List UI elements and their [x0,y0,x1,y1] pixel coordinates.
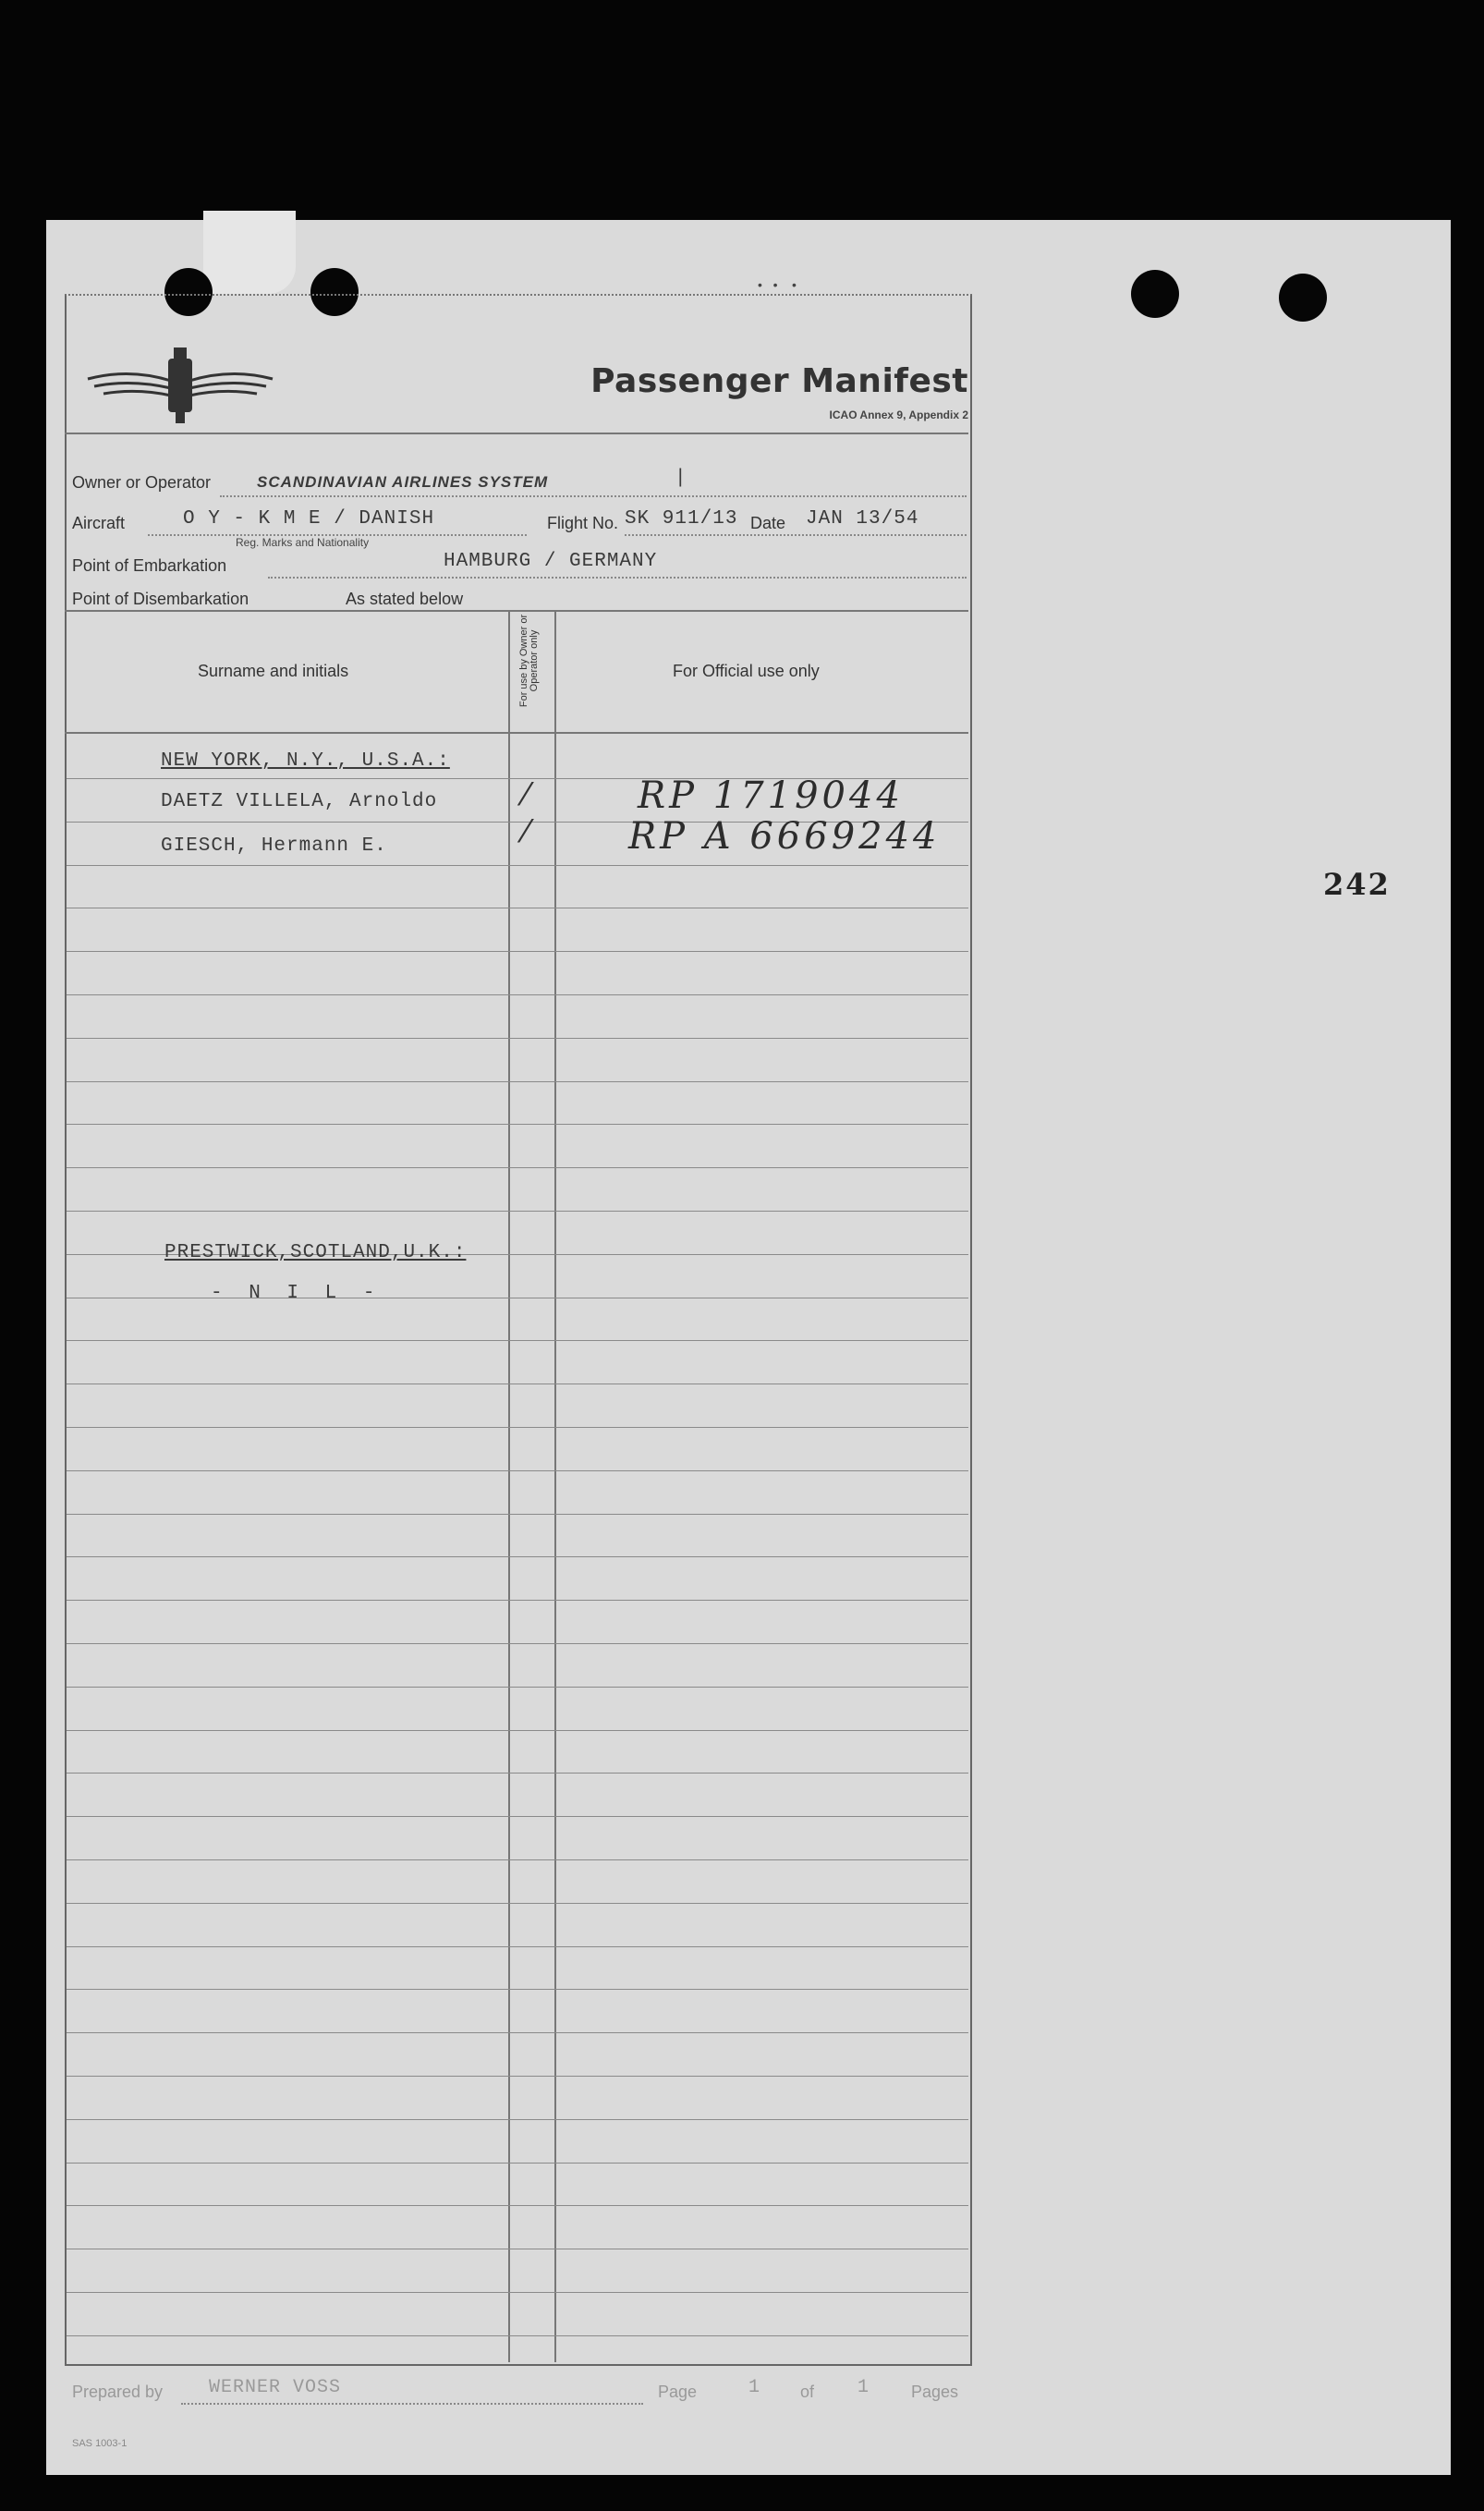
of-label: of [800,2383,815,2401]
row-line [67,1643,968,1644]
aircraft-label: Aircraft [72,514,126,532]
nil-entry: - N I L - [211,1283,383,1304]
owner-mark: | [675,468,687,489]
row-line [67,1730,968,1731]
row-line [67,1600,968,1601]
official-passport-number: RP A 6669244 [628,815,941,858]
row-line [67,2119,968,2120]
surname-column-header: Surname and initials [198,662,349,680]
owner-value: SCANDINAVIAN AIRLINES SYSTEM [257,473,549,491]
owner-label: Owner or Operator [72,473,212,492]
date-label: Date [750,514,786,532]
row-line [67,1946,968,1947]
embarkation-label: Point of Embarkation [72,556,227,575]
embarkation-value: HAMBURG / GERMANY [444,551,658,572]
torn-corner [203,211,296,294]
flight-label: Flight No. [547,514,619,532]
prepared-value: WERNER VOSS [209,2377,342,2398]
row-line [67,2292,968,2293]
row-line [67,1556,968,1557]
row-line [67,1773,968,1774]
airline-logo-icon [83,342,277,425]
prepared-line [181,2403,643,2405]
destination-new-york: NEW YORK, N.Y., U.S.A.: [161,750,450,772]
owner-use-column-header: For use by Owner or Operator only [518,614,540,708]
row-line [67,1038,968,1039]
disembarkation-label: Point of Disembarkation [72,590,249,608]
passenger-name: DAETZ VILLELA, Arnoldo [161,791,438,812]
row-line [67,1383,968,1384]
divider [65,433,968,434]
row-line [67,1427,968,1428]
row-line [67,1470,968,1471]
embarkation-line [268,577,967,579]
aircraft-sublabel: Reg. Marks and Nationality [236,536,370,549]
row-line [67,1687,968,1688]
page-label: Page [658,2383,698,2401]
row-line [67,1859,968,1860]
punch-hole [1131,270,1179,318]
disembarkation-value: As stated below [346,590,464,608]
row-line [67,2335,968,2336]
row-line [67,1989,968,1990]
row-line [67,951,968,952]
form-subtitle: ICAO Annex 9, Appendix 2 [829,408,968,421]
passenger-name: GIESCH, Hermann E. [161,835,387,857]
row-line [67,2163,968,2164]
paper-specks: • • • [758,277,797,292]
punch-hole [1279,274,1327,322]
row-line [67,1081,968,1082]
check-mark: ⁄ [523,813,529,850]
row-line [67,1124,968,1125]
row-line [67,1514,968,1515]
column-divider [554,610,556,2362]
row-line [67,1903,968,1904]
page-value: 1 [748,2377,761,2398]
column-header-divider [65,732,968,734]
row-line [67,1211,968,1212]
official-column-header: For Official use only [673,662,820,680]
destination-prestwick: PRESTWICK,SCOTLAND,U.K.: [164,1242,467,1263]
flight-value: SK 911/13 [625,508,738,530]
row-line [67,1816,968,1817]
side-page-number: 242 [1323,867,1391,902]
owner-line [220,495,967,497]
form-title: Passenger Manifest [590,362,968,400]
row-line [67,2076,968,2077]
row-line [67,1340,968,1341]
row-line [67,2032,968,2033]
column-divider [508,610,510,2362]
date-value: JAN 13/54 [806,508,919,530]
row-line [67,865,968,866]
official-passport-number: RP 1719044 [638,774,904,817]
prepared-label: Prepared by [72,2383,164,2401]
check-mark: ⁄ [523,776,529,813]
pages-label: Pages [911,2383,959,2401]
row-line [67,2205,968,2206]
row-line [67,994,968,995]
of-value: 1 [858,2377,870,2398]
aircraft-value: O Y - K M E / DANISH [183,508,435,530]
row-line [67,1167,968,1168]
form-code: SAS 1003-1 [72,2438,128,2449]
flight-line [625,534,967,536]
